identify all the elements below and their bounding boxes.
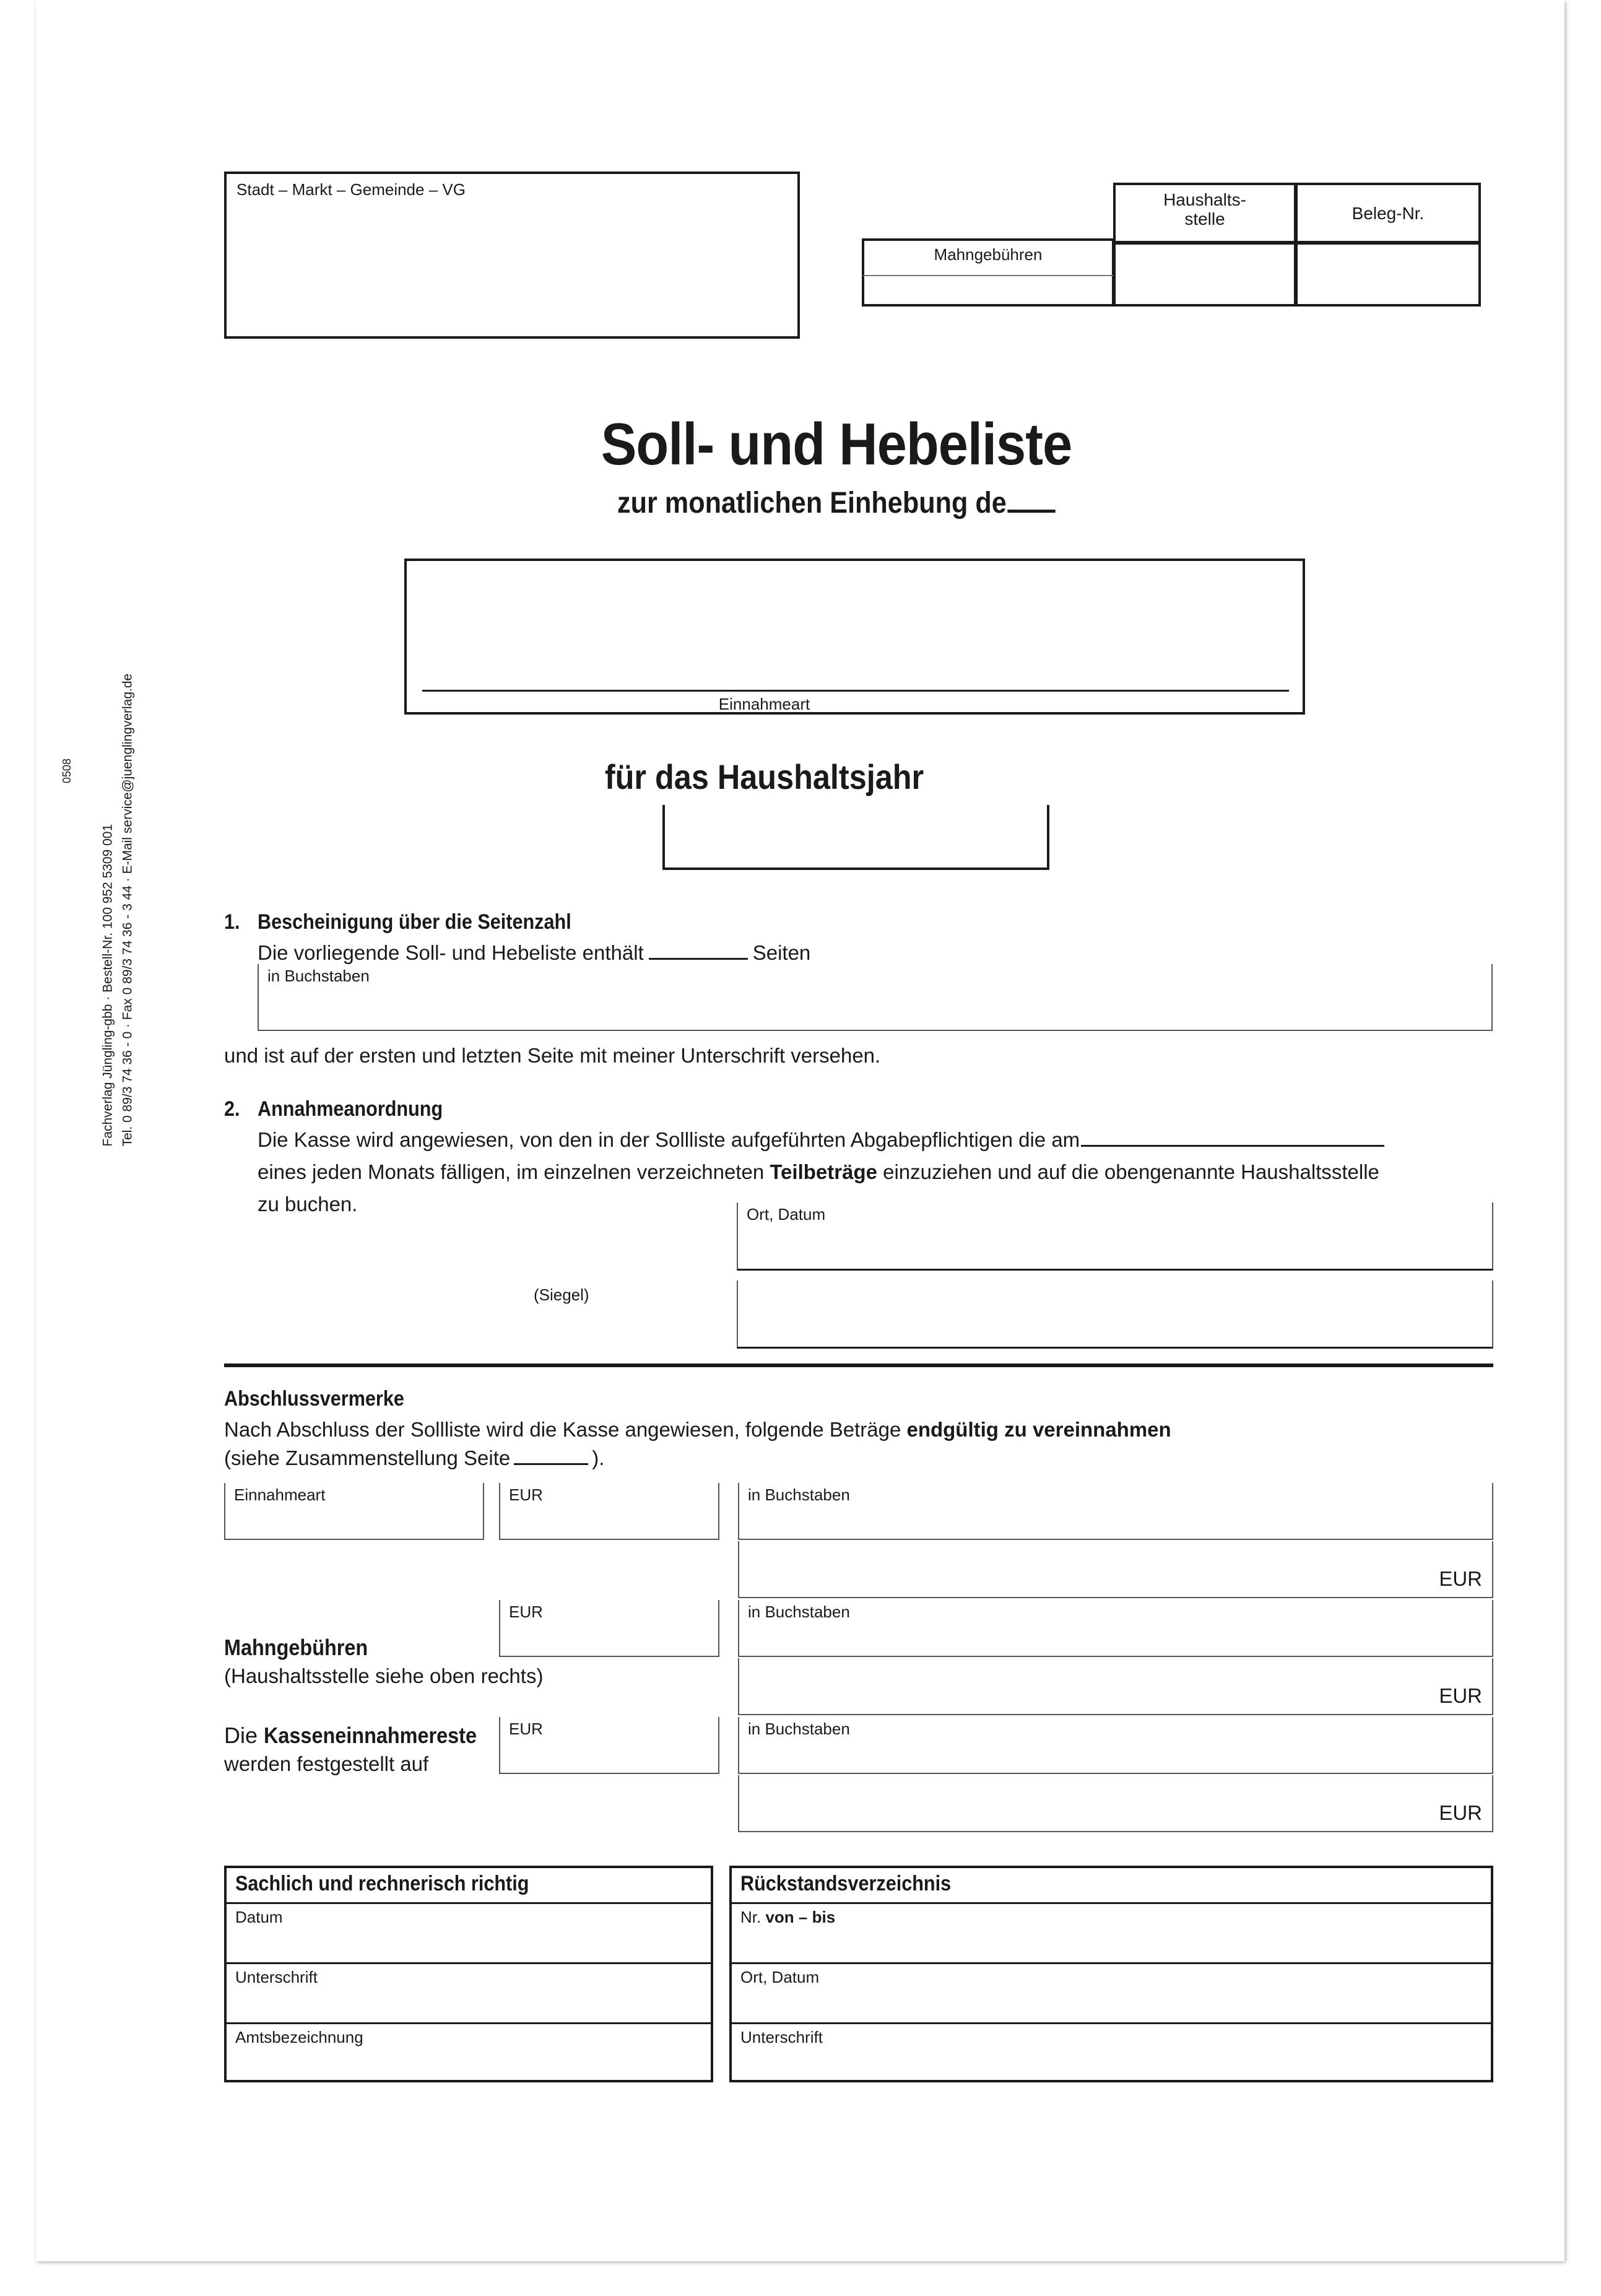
rueckstandsverzeichnis-nr-prefix: Nr.: [740, 1908, 766, 1926]
rueckstandsverzeichnis-ort-datum-caption: Ort, Datum: [740, 1968, 820, 1986]
rueckstandsverzeichnis-unterschrift-row[interactable]: [732, 2024, 1491, 2082]
haushaltsjahr-title: für das Haushaltsjahr: [604, 757, 924, 796]
haushaltsstelle-label-line1: Haushalts-: [1163, 190, 1246, 209]
einnahmeart-caption: Einnahmeart: [718, 695, 810, 713]
table-row3-in-buchstaben-cell-2[interactable]: [738, 1775, 1493, 1832]
section2-siegel-box[interactable]: [737, 1281, 1493, 1349]
table-row3-eur-cell[interactable]: [499, 1717, 719, 1774]
section1-heading: Bescheinigung über die Seitenzahl: [258, 910, 571, 934]
section2-number: 2.: [224, 1097, 240, 1121]
sachlich-richtig-unterschrift-caption: Unterschrift: [235, 1968, 318, 1986]
sachlich-richtig-heading: Sachlich und rechnerisch richtig: [235, 1872, 529, 1895]
rueckstandsverzeichnis-header: [732, 1868, 1491, 1904]
table-row2-label: Mahngebühren: [224, 1635, 368, 1660]
section2-line2: [258, 1162, 1379, 1182]
table-row2-in-buchstaben-cell[interactable]: [738, 1600, 1493, 1657]
sachlich-richtig-block: [224, 1866, 713, 2082]
subtitle-blank-rule[interactable]: [1008, 510, 1056, 513]
section2-line1-text: Die Kasse wird angewiesen, von den in der Sollliste aufgeführten Abgabepflichtigen die am: [258, 1128, 1080, 1151]
table-row2-eur-caption: EUR: [509, 1602, 543, 1621]
section2-line3: zu buchen.: [258, 1193, 358, 1215]
mahngebuehren-label: Mahngebühren: [934, 245, 1043, 264]
mahngebuehren-divider: [863, 275, 1113, 276]
section2-siegel-caption: (Siegel): [534, 1285, 589, 1304]
page-subtitle: [116, 486, 1556, 520]
einnahmeart-write-rule: [422, 690, 1289, 692]
form-sheet: [36, 0, 1564, 2261]
table-row1-in-buchstaben-cell-2[interactable]: [738, 1541, 1493, 1598]
section1-closing-line: und ist auf der ersten und letzten Seite mit meiner Unterschrift versehen.: [224, 1044, 881, 1067]
sachlich-richtig-unterschrift-row[interactable]: [227, 1964, 711, 2024]
table-row1-in-buchstaben-caption: in Buchstaben: [748, 1485, 850, 1504]
table-row1-in-buchstaben-cell[interactable]: [738, 1483, 1493, 1540]
section2-line2-emphasis: Teilbeträge: [770, 1160, 877, 1183]
page-subtitle-text: zur monatlichen Einhebung de: [617, 487, 1007, 520]
section1-number: 1.: [224, 910, 240, 934]
rueckstandsverzeichnis-unterschrift-caption: Unterschrift: [740, 2028, 823, 2046]
publisher-imprint-line2: Tel. 0 89/3 74 36 - 0 · Fax 0 89/3 74 36 - 3 44 · E-Mail service@juenglingverlag.de: [120, 673, 134, 1147]
table-row3-label-prefix: Die: [224, 1723, 264, 1748]
beleg-nr-input-cell[interactable]: [1295, 242, 1481, 307]
beleg-nr-header-cell: [1295, 183, 1481, 243]
abschluss-heading: Abschlussvermerke: [224, 1387, 404, 1411]
sachlich-richtig-header: [227, 1868, 711, 1904]
rueckstandsverzeichnis-block: [729, 1866, 1493, 2082]
sachlich-richtig-datum-row[interactable]: [227, 1904, 711, 1964]
publisher-imprint-code: 0508: [61, 758, 73, 783]
abschluss-line2: [224, 1448, 604, 1468]
abschluss-separator-rule: [224, 1363, 1493, 1367]
table-row1-einnahmeart-cell[interactable]: [224, 1483, 484, 1540]
section2-line2-a: eines jeden Monats fälligen, im einzelnen verzeichneten: [258, 1160, 770, 1183]
section1-seitenzahl-blank[interactable]: [649, 958, 748, 960]
abschluss-line2-a: (siehe Zusammenstellung Seite: [224, 1446, 511, 1469]
table-row3-label: [224, 1723, 500, 1749]
rueckstandsverzeichnis-nr-range: von – bis: [765, 1908, 836, 1926]
abschluss-line1-a: Nach Abschluss der Sollliste wird die Kasse angewiesen, folgende Beträge: [224, 1418, 907, 1441]
publisher-imprint: [98, 651, 137, 1147]
table-row3-in-buchstaben-cell[interactable]: [738, 1717, 1493, 1774]
haushaltsstelle-input-cell[interactable]: [1113, 242, 1296, 307]
haushaltsstelle-label-line2: stelle: [1184, 209, 1225, 229]
section2-ort-datum-box[interactable]: [737, 1202, 1493, 1271]
sachlich-richtig-amtsbezeichnung-row[interactable]: [227, 2024, 711, 2082]
haushaltsjahr-input-box[interactable]: [662, 805, 1049, 870]
section1-in-buchstaben-caption: in Buchstaben: [267, 967, 370, 985]
rueckstandsverzeichnis-nr-row[interactable]: [732, 1904, 1491, 1964]
table-row3-label-emphasis: Kasseneinnahmereste: [264, 1723, 477, 1748]
section1-seitenzahl-line: [258, 942, 810, 963]
abschluss-seite-blank[interactable]: [514, 1463, 588, 1465]
section1-line-prefix: Die vorliegende Soll- und Hebeliste enthält: [258, 941, 644, 964]
section2-line1: [258, 1129, 1384, 1150]
table-row3-in-buchstaben-caption: in Buchstaben: [748, 1720, 850, 1738]
publisher-imprint-line1: Fachverlag Jüngling-gbb · Bestell-Nr. 100 952 5309 001: [100, 824, 115, 1147]
section2-line2-b: einzuziehen und auf die obengenannte Haushaltsstelle: [877, 1160, 1379, 1183]
table-row2-eur-cell[interactable]: [499, 1600, 719, 1657]
table-row1-eur-cell[interactable]: [499, 1483, 719, 1540]
beleg-nr-label: Beleg-Nr.: [1352, 204, 1425, 223]
table-row2-sublabel: (Haushaltsstelle siehe oben rechts): [224, 1664, 544, 1687]
sachlich-richtig-datum-caption: Datum: [235, 1908, 283, 1926]
table-row3-eur-caption: EUR: [509, 1720, 543, 1738]
table-row3-sum-eur: EUR: [1439, 1801, 1482, 1824]
rueckstandsverzeichnis-nr-caption: [740, 1909, 835, 1926]
table-row2-in-buchstaben-cell-2[interactable]: [738, 1658, 1493, 1715]
sachlich-richtig-amtsbezeichnung-caption: Amtsbezeichnung: [235, 2028, 363, 2046]
table-row1-einnahmeart-caption: Einnahmeart: [234, 1485, 326, 1504]
section2-heading: Annahmeanordnung: [258, 1097, 443, 1121]
authority-address-label: Stadt – Markt – Gemeinde – VG: [236, 180, 466, 199]
table-row3-sublabel: werden festgestellt auf: [224, 1752, 429, 1775]
abschluss-line1-emphasis: endgültig zu vereinnahmen: [906, 1418, 1171, 1441]
rueckstandsverzeichnis-ort-datum-row[interactable]: [732, 1964, 1491, 2024]
page-title: Soll- und Hebeliste: [601, 411, 1072, 477]
section2-faelligkeit-blank[interactable]: [1081, 1145, 1384, 1147]
table-row1-eur-caption: EUR: [509, 1485, 543, 1504]
rueckstandsverzeichnis-heading: Rückstandsverzeichnis: [740, 1872, 952, 1895]
section2-ort-datum-caption: Ort, Datum: [747, 1205, 826, 1224]
table-row2-sum-eur: EUR: [1439, 1684, 1482, 1707]
table-row1-sum-eur: EUR: [1439, 1567, 1482, 1590]
table-row2-in-buchstaben-caption: in Buchstaben: [748, 1602, 850, 1621]
section1-line-suffix: Seiten: [752, 941, 811, 964]
abschluss-line1: [224, 1419, 1171, 1440]
abschluss-line2-b: ).: [592, 1446, 605, 1469]
section1-in-buchstaben-box[interactable]: [258, 964, 1493, 1031]
haushaltsstelle-header-cell: [1113, 183, 1296, 243]
